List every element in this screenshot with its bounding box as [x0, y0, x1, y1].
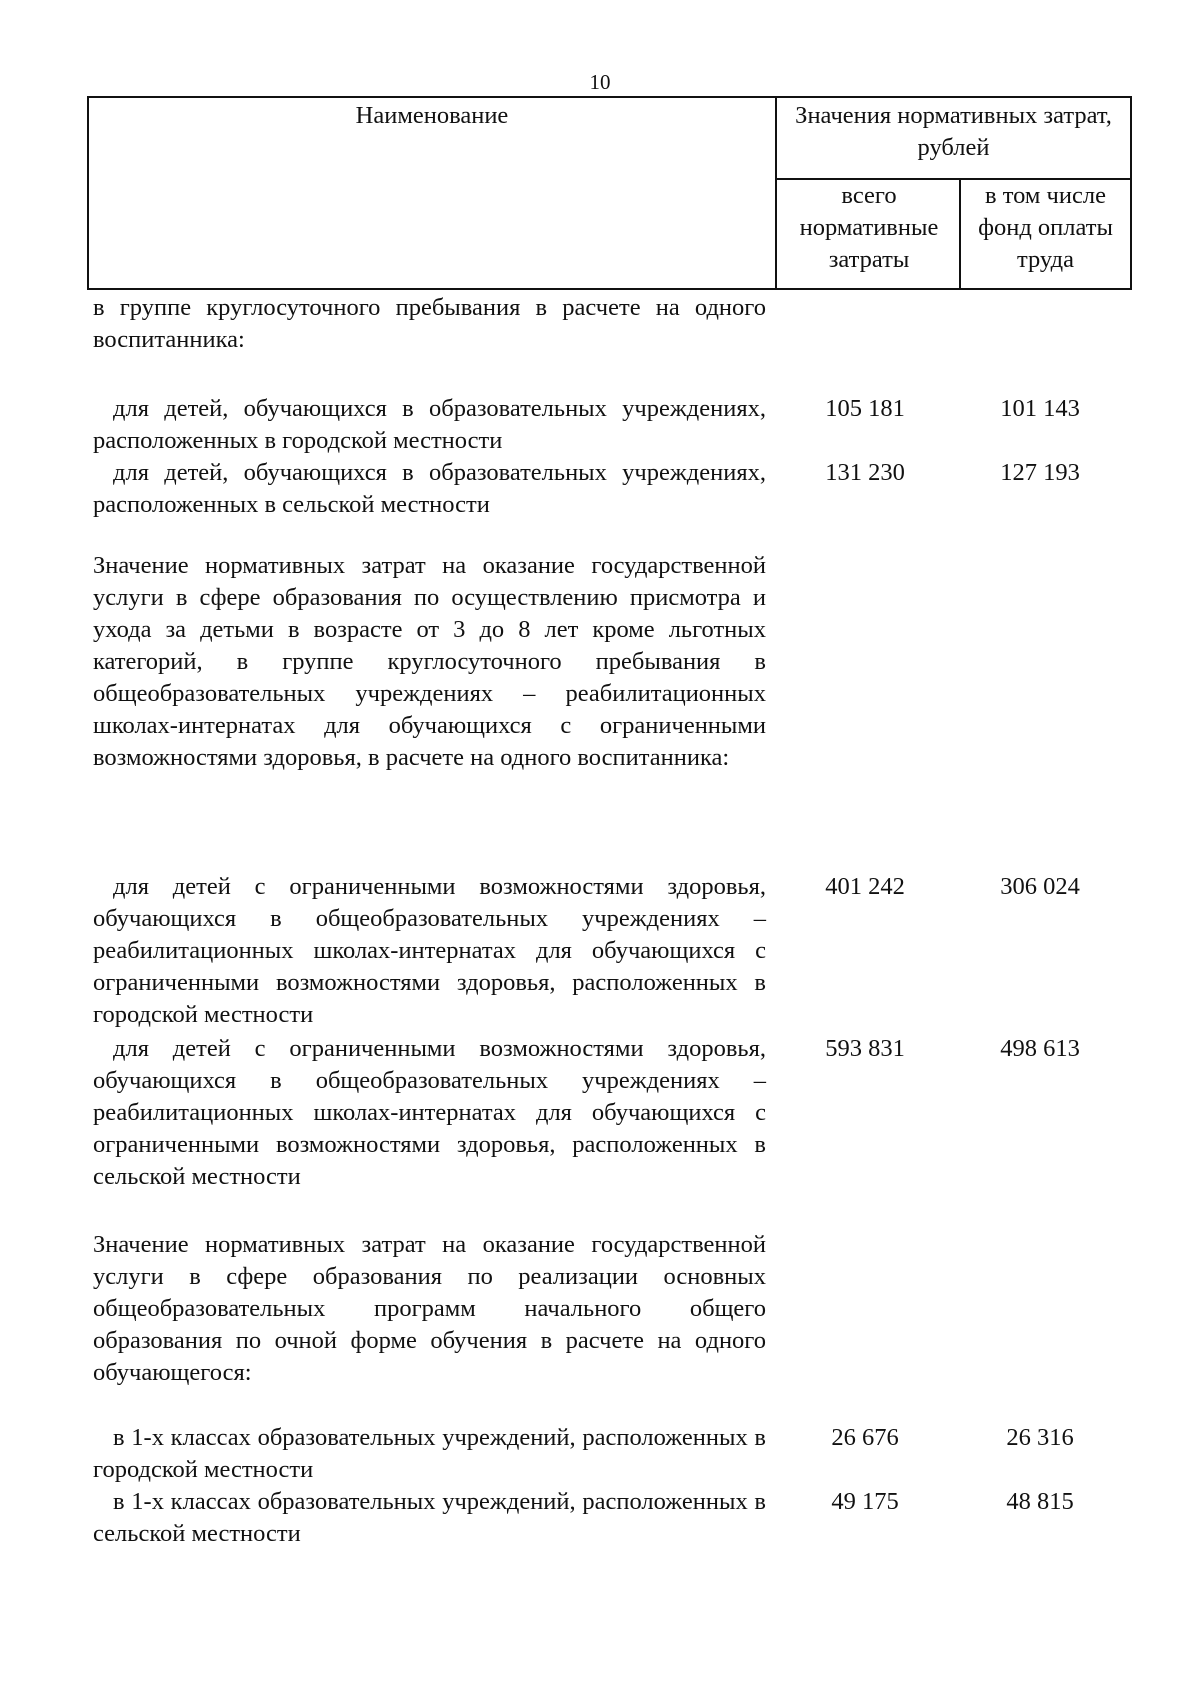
header-total-cell [775, 178, 961, 288]
row-name: в 1-х классах образовательных учреждений, расположенных в городской местности [93, 1424, 766, 1483]
row-total-value: 401 242 [825, 873, 905, 900]
header-wage-cell [959, 178, 1130, 288]
header-values-label: Значения нормативных затрат, рублей [795, 102, 1112, 161]
header-wage-label: в том числе фонд оплаты труда [978, 182, 1113, 273]
row-wage-value: 26 316 [1006, 1424, 1074, 1451]
row-name: для детей, обучающихся в образовательных учреждениях, расположенных в городской местности [93, 395, 766, 454]
row-total-value: 131 230 [825, 459, 905, 486]
row-name: для детей с ограниченными возможностями здоровья, обучающихся в общеобразовательных учреждениях – реабилитационных школах-интернатах для обучающихся с ограниченными возможностями здоровья, расположенных в сельской местности [93, 1035, 766, 1190]
row-wage-value: 498 613 [1000, 1035, 1080, 1062]
header-total-label: всего нормативные затраты [799, 182, 939, 273]
row-name: для детей с ограниченными возможностями здоровья, обучающихся в общеобразовательных учреждениях – реабилитационных школах-интернатах для обучающихся с ограниченными возможностями здоровья, расположенных в городской местности [93, 873, 766, 1028]
row-wage-value: 306 024 [1000, 873, 1080, 900]
row-wage-value: 127 193 [1000, 459, 1080, 486]
header-values-cell [775, 98, 1130, 180]
row-total-value: 49 175 [831, 1488, 899, 1515]
header-name-cell [89, 98, 775, 132]
row-name: Значение нормативных затрат на оказание государственной услуги в сфере образования по реализации основных общеобразовательных программ начального общего образования по очной форме обучения в расчете на одного обучающегося: [93, 1231, 766, 1386]
row-total-value: 26 676 [831, 1424, 899, 1451]
row-wage-value: 48 815 [1006, 1488, 1074, 1515]
table-header [87, 96, 1132, 290]
row-name: в группе круглосуточного пребывания в расчете на одного воспитанника: [93, 294, 766, 353]
row-name: Значение нормативных затрат на оказание государственной услуги в сфере образования по осуществлению присмотра и ухода за детьми в возрасте от 3 до 8 лет кроме льготных категорий, в группе круглосуточного пребывания в общеобразовательных учреждениях – реабилитационных школах-интернатах для обучающихся с ограниченными возможностями здоровья, в расчете на одного воспитанника: [93, 552, 766, 771]
page-number: 10 [589, 70, 611, 94]
row-total-value: 105 181 [825, 395, 905, 422]
row-name: в 1-х классах образовательных учреждений, расположенных в сельской местности [93, 1488, 766, 1547]
header-name-label: Наименование [355, 102, 509, 129]
row-name: для детей, обучающихся в образовательных учреждениях, расположенных в сельской местности [93, 459, 766, 518]
row-wage-value: 101 143 [1000, 395, 1080, 422]
row-total-value: 593 831 [825, 1035, 905, 1062]
